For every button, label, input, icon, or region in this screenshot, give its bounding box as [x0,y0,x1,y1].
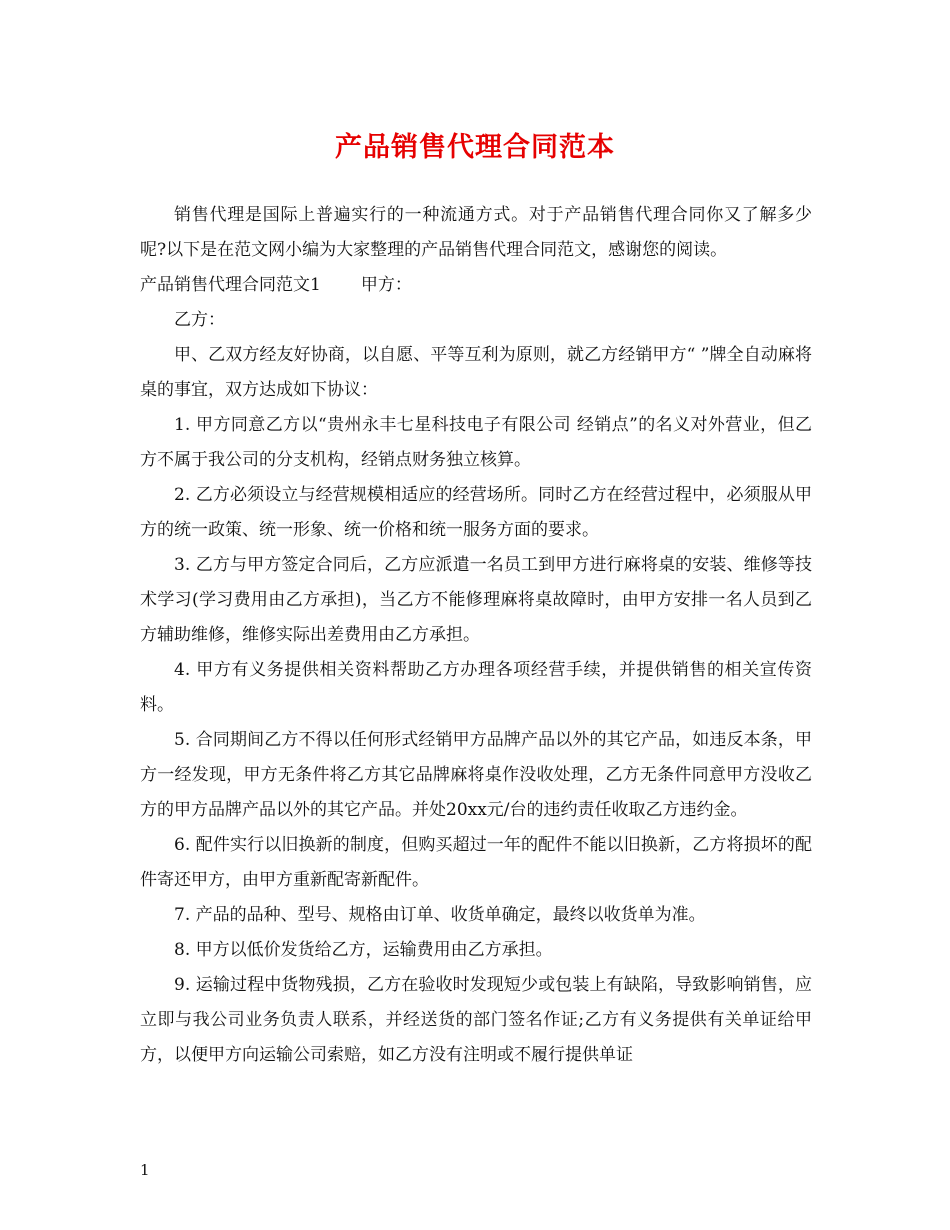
preamble-paragraph: 甲、乙双方经友好协商，以自愿、平等互利为原则，就乙方经销甲方“ ”牌全自动麻将桌的事宜，双方达成如下协议： [140,345,812,400]
clause-2: 2. 乙方必须设立与经营规模相适应的经营场所。同时乙方在经营过程中，必须服从甲方的统一政策、统一形象、统一价格和统一服务方面的要求。 [140,485,812,540]
document-title: 产品销售代理合同范本 [335,132,615,163]
sample-heading: 产品销售代理合同范文1 [140,275,321,295]
party-b-line [140,303,812,338]
clause-3: 3. 乙方与甲方签定合同后，乙方应派遣一名员工到甲方进行麻将桌的安装、维修等技术学习(学习费用由乙方承担)，当乙方不能修理麻将桌故障时，由甲方安排一名人员到乙方辅助维修，维修实际出差费用由乙方承担。 [140,555,812,645]
intro-text: 销售代理是国际上普遍实行的一种流通方式。对于产品销售代理合同你又了解多少呢?以下是在范文网小编为大家整理的产品销售代理合同范文，感谢您的阅读。 [140,205,812,260]
intro-paragraph [140,198,812,268]
page-number: 1 [140,1161,150,1179]
clause-8: 8. 甲方以低价发货给乙方，运输费用由乙方承担。 [174,940,553,960]
clause-4: 4. 甲方有义务提供相关资料帮助乙方办理各项经营手续，并提供销售的相关宣传资料。 [140,660,812,715]
sample-heading-line [140,268,812,303]
clause-1: 1. 甲方同意乙方以“贵州永丰七星科技电子有限公司 经销点”的名义对外营业，但乙方不属于我公司的分支机构，经销点财务独立核算。 [140,415,812,470]
clause-5: 5. 合同期间乙方不得以任何形式经销甲方品牌产品以外的其它产品，如违反本条，甲方一经发现，甲方无条件将乙方其它品牌麻将桌作没收处理，乙方无条件同意甲方没收乙方的甲方品牌产品以外的其它产品。并处20xx元/台的违约责任收取乙方违约金。 [140,730,812,820]
clause-9: 9. 运输过程中货物残损，乙方在验收时发现短少或包装上有缺陷，导致影响销售，应立即与我公司业务负责人联系，并经送货的部门签名作证;乙方有义务提供有关单证给甲方，以便甲方向运输公司索赔，如乙方没有注明或不履行提供单证 [140,975,812,1065]
clause-6: 6. 配件实行以旧换新的制度，但购买超过一年的配件不能以旧换新，乙方将损坏的配件寄还甲方，由甲方重新配寄新配件。 [140,835,812,890]
party-a-label: 甲方： [360,275,412,295]
clause-7: 7. 产品的品种、型号、规格由订单、收货单确定，最终以收货单为准。 [174,905,706,925]
document-body [140,198,812,1073]
party-b-label: 乙方： [174,310,225,330]
